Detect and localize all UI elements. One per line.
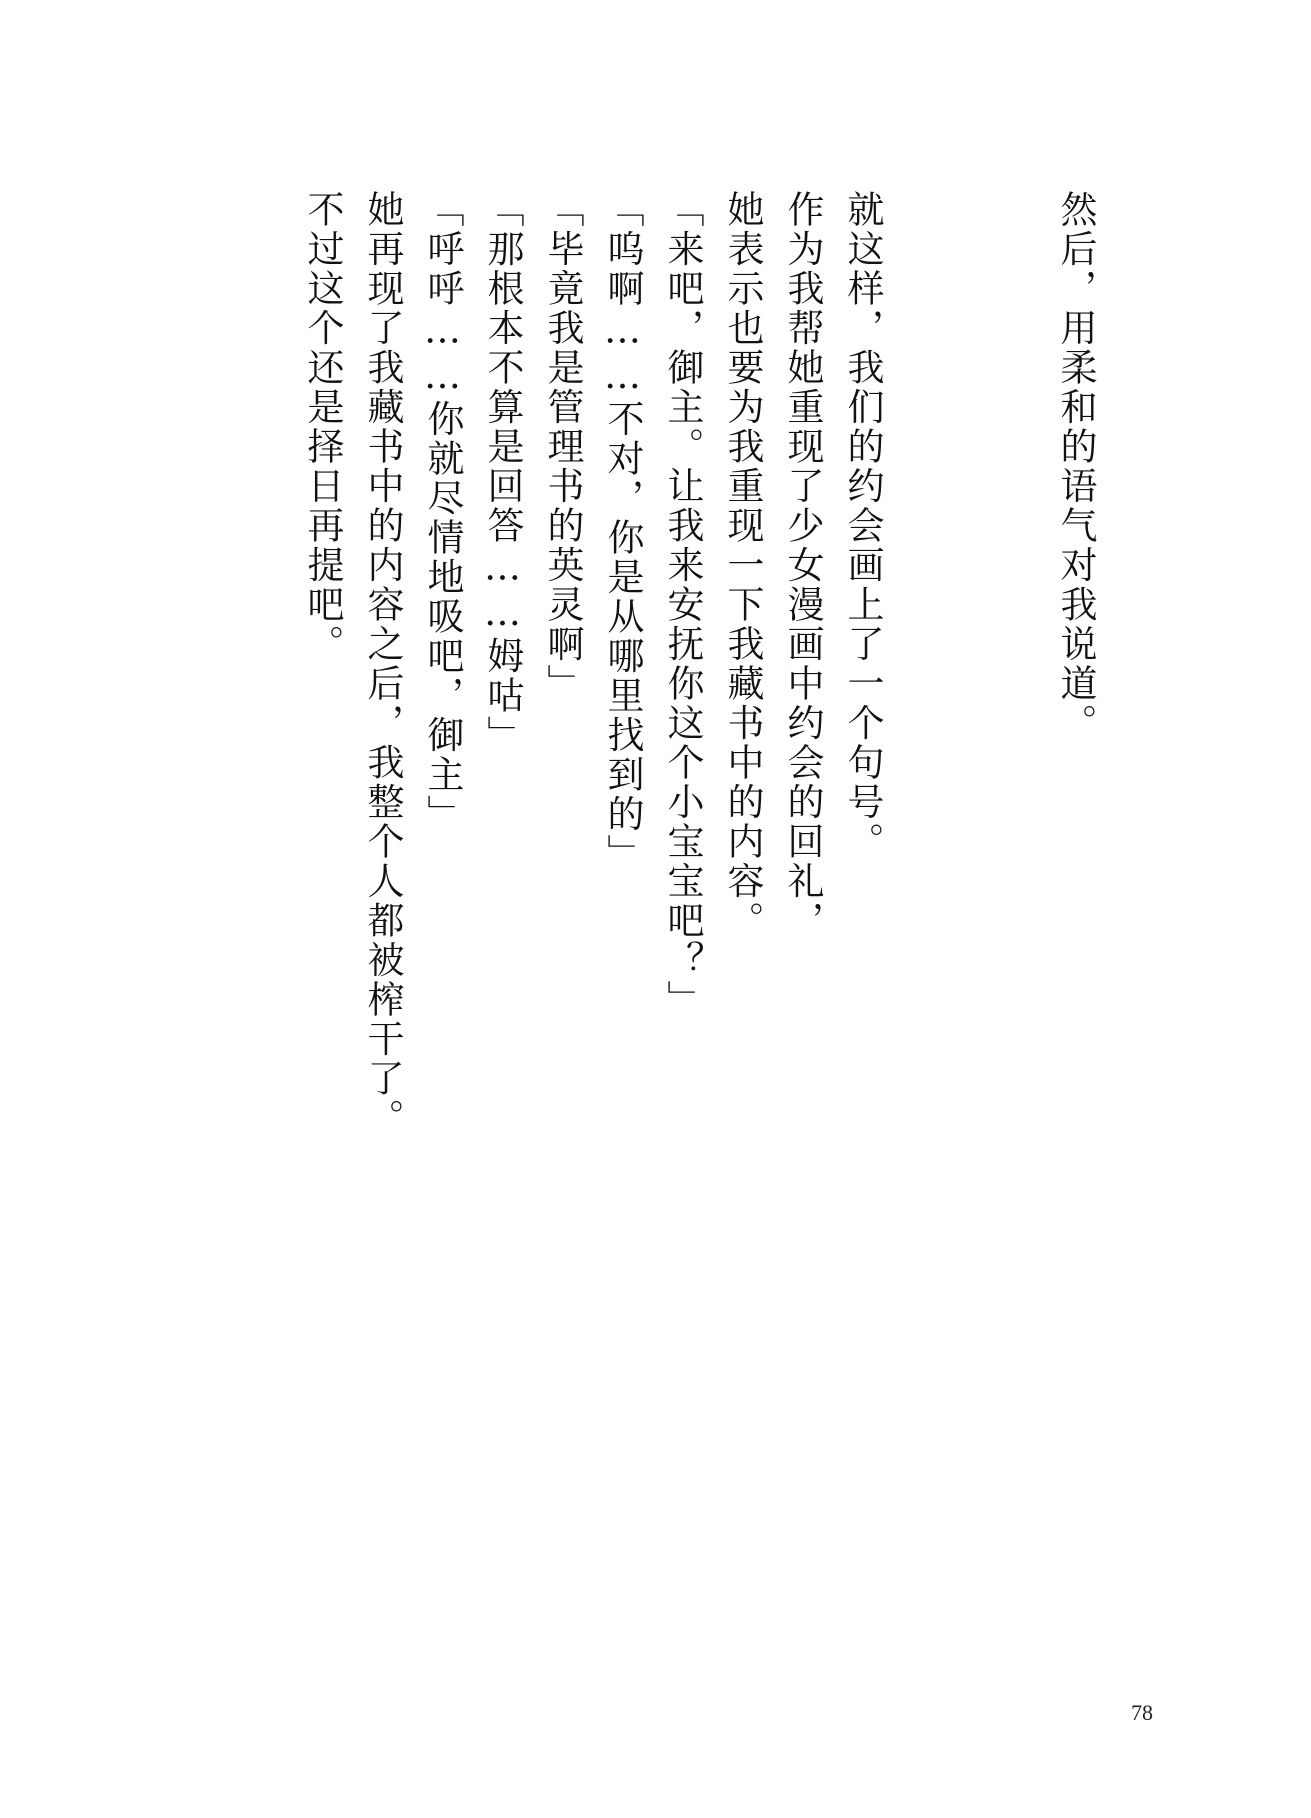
page-number: 78 — [1131, 1700, 1153, 1725]
text-line: 「毕竟我是管理书的英灵啊」 — [541, 190, 584, 704]
text-line: 她表示也要为我重现一下我藏书中的内容。 — [721, 190, 764, 941]
text-line: 「呜啊……不对，你是从哪里找到的」 — [601, 190, 644, 874]
text-line: 不过这个还是择日再提吧。 — [301, 190, 344, 664]
text-line: 她再现了我藏书中的内容之后，我整个人都被榨干了。 — [361, 190, 404, 1138]
text-line: 「那根本不算是回答……姆咕」 — [481, 190, 524, 755]
text-line: 就这样，我们的约会画上了一个句号。 — [841, 190, 884, 862]
text-line: 作为我帮她重现了少女漫画中约会的回礼， — [781, 190, 824, 941]
text-line: 「呼呼……你就尽情地吸吧，御主」 — [421, 190, 464, 834]
text-line: 然后，用柔和的语气对我说道。 — [1054, 190, 1097, 743]
text-line: 「来吧，御主。让我来安抚你这个小宝宝吧？」 — [661, 190, 704, 1020]
